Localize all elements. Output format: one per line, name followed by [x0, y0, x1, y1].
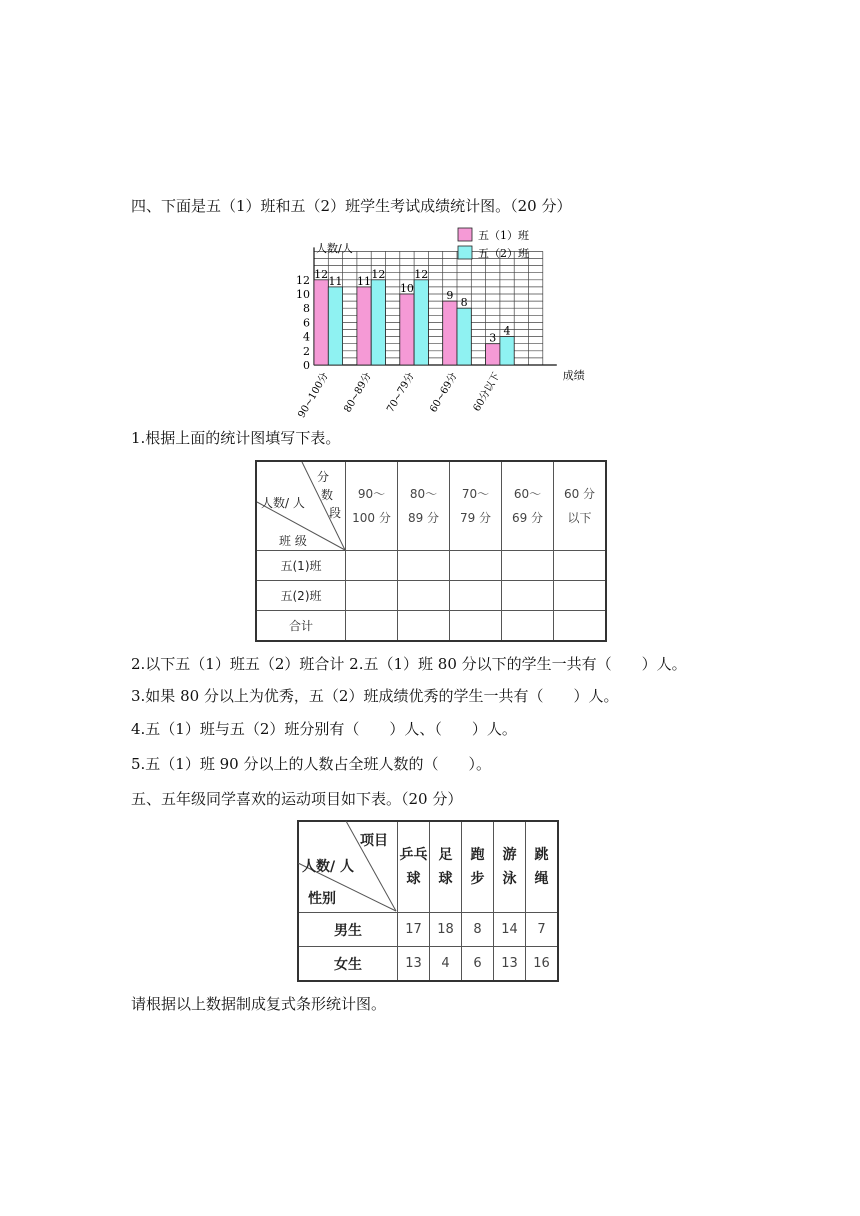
table2-cell: 17: [398, 913, 430, 947]
table2-cell: 7: [526, 913, 559, 947]
y-tick-label: 10: [296, 288, 310, 301]
x-tick-label: 60~69分: [428, 371, 460, 415]
q1-text: 1.根据上面的统计图填写下表。: [131, 429, 341, 447]
table1-col-0: 90～ 100 分: [346, 461, 398, 551]
table2-corner: 项目 人数/ 人 性别: [298, 821, 398, 913]
answer-cell[interactable]: [398, 551, 450, 581]
y-tick-label: 12: [296, 273, 310, 287]
data-label: 3: [489, 331, 497, 345]
table2-col-4: 跳 绳: [526, 821, 559, 913]
bar: [486, 344, 500, 365]
data-label: 11: [357, 274, 372, 288]
bar-chart: [296, 222, 585, 422]
answer-cell[interactable]: [398, 581, 450, 611]
data-label: 9: [446, 289, 454, 303]
q5-text: 5.五（1）班 90 分以上的人数占全班人数的（ ）。: [131, 755, 491, 773]
x-tick-label: 90~100分: [296, 371, 331, 420]
legend-swatch: [458, 228, 472, 241]
legend-swatch: [458, 246, 472, 259]
data-label: 12: [314, 267, 329, 281]
y-tick-label: 8: [303, 302, 310, 316]
table2-cell: 4: [430, 947, 462, 982]
section5-instruction: 请根据以上数据制成复式条形统计图。: [131, 995, 387, 1013]
table1-row-label: 五(2)班: [256, 581, 346, 611]
x-tick-label: 70~79分: [385, 371, 417, 415]
answer-cell[interactable]: [346, 581, 398, 611]
table2-row-label: 女生: [298, 947, 398, 982]
table1-col-1: 80～ 89 分: [398, 461, 450, 551]
answer-cell[interactable]: [450, 581, 502, 611]
bar: [328, 287, 342, 365]
section5-title: 五、五年级同学喜欢的运动项目如下表。（20 分）: [131, 790, 463, 808]
answer-cell[interactable]: [450, 611, 502, 642]
table2-col-2: 跑 步: [462, 821, 494, 913]
data-label: 12: [414, 267, 429, 281]
answer-cell[interactable]: [554, 611, 607, 642]
bar: [443, 301, 457, 365]
answer-cell[interactable]: [502, 581, 554, 611]
answer-cell[interactable]: [554, 581, 607, 611]
table1-col-3: 60～ 69 分: [502, 461, 554, 551]
table2-cell: 14: [494, 913, 526, 947]
table2-col-3: 游 泳: [494, 821, 526, 913]
table2-col-1: 足 球: [430, 821, 462, 913]
answer-cell[interactable]: [554, 551, 607, 581]
bar: [400, 294, 414, 365]
bar: [357, 287, 371, 365]
x-axis-label: 成绩: [562, 369, 585, 382]
answer-cell[interactable]: [398, 611, 450, 642]
bar: [314, 280, 328, 365]
y-tick-label: 6: [303, 316, 310, 330]
table2-cell: 18: [430, 913, 462, 947]
answer-cell[interactable]: [346, 611, 398, 642]
bar: [457, 308, 471, 365]
answer-cell[interactable]: [502, 551, 554, 581]
table1-row-label: 合计: [256, 611, 346, 642]
bar: [414, 280, 428, 365]
data-label: 11: [328, 274, 343, 288]
q4-text: 4.五（1）班与五（2）班分别有（ ）人、（ ）人。: [131, 720, 517, 738]
x-tick-label: 60分以下: [471, 371, 503, 414]
table2-row-label: 男生: [298, 913, 398, 947]
table2-cell: 6: [462, 947, 494, 982]
data-label: 8: [460, 296, 468, 310]
table2-cell: 13: [494, 947, 526, 982]
table1-corner: 分 数 段 人数/ 人 班 级: [256, 461, 346, 551]
x-tick-label: 80~89分: [342, 371, 374, 415]
table2-cell: 13: [398, 947, 430, 982]
table2-cell: 8: [462, 913, 494, 947]
score-table: [255, 460, 607, 642]
bar: [500, 337, 514, 365]
y-tick-label: 0: [303, 359, 310, 372]
table2-col-0: 乒乓 球: [398, 821, 430, 913]
data-label: 12: [371, 267, 386, 281]
q2-text: 2.以下五（1）班五（2）班合计 2.五（1）班 80 分以下的学生一共有（ ）人。: [131, 655, 687, 673]
data-label: 10: [399, 282, 414, 295]
y-tick-label: 2: [303, 344, 310, 358]
answer-cell[interactable]: [450, 551, 502, 581]
table1-col-2: 70～ 79 分: [450, 461, 502, 551]
table2-cell: 16: [526, 947, 559, 982]
answer-cell[interactable]: [502, 611, 554, 642]
section4-title: 四、下面是五（1）班和五（2）班学生考试成绩统计图。（20 分）: [131, 197, 572, 215]
legend-label: 五（1）班: [478, 229, 529, 242]
legend-label: 五（2）班: [478, 247, 529, 260]
bar: [371, 280, 385, 365]
y-tick-label: 4: [303, 330, 310, 344]
data-label: 4: [503, 324, 511, 338]
y-axis-label: 人数/人: [316, 242, 353, 255]
table1-col-4: 60 分 以下: [554, 461, 607, 551]
table1-row-label: 五(1)班: [256, 551, 346, 581]
q3-text: 3.如果 80 分以上为优秀，五（2）班成绩优秀的学生一共有（ ）人。: [131, 687, 619, 705]
answer-cell[interactable]: [346, 551, 398, 581]
sports-table: [297, 820, 559, 982]
